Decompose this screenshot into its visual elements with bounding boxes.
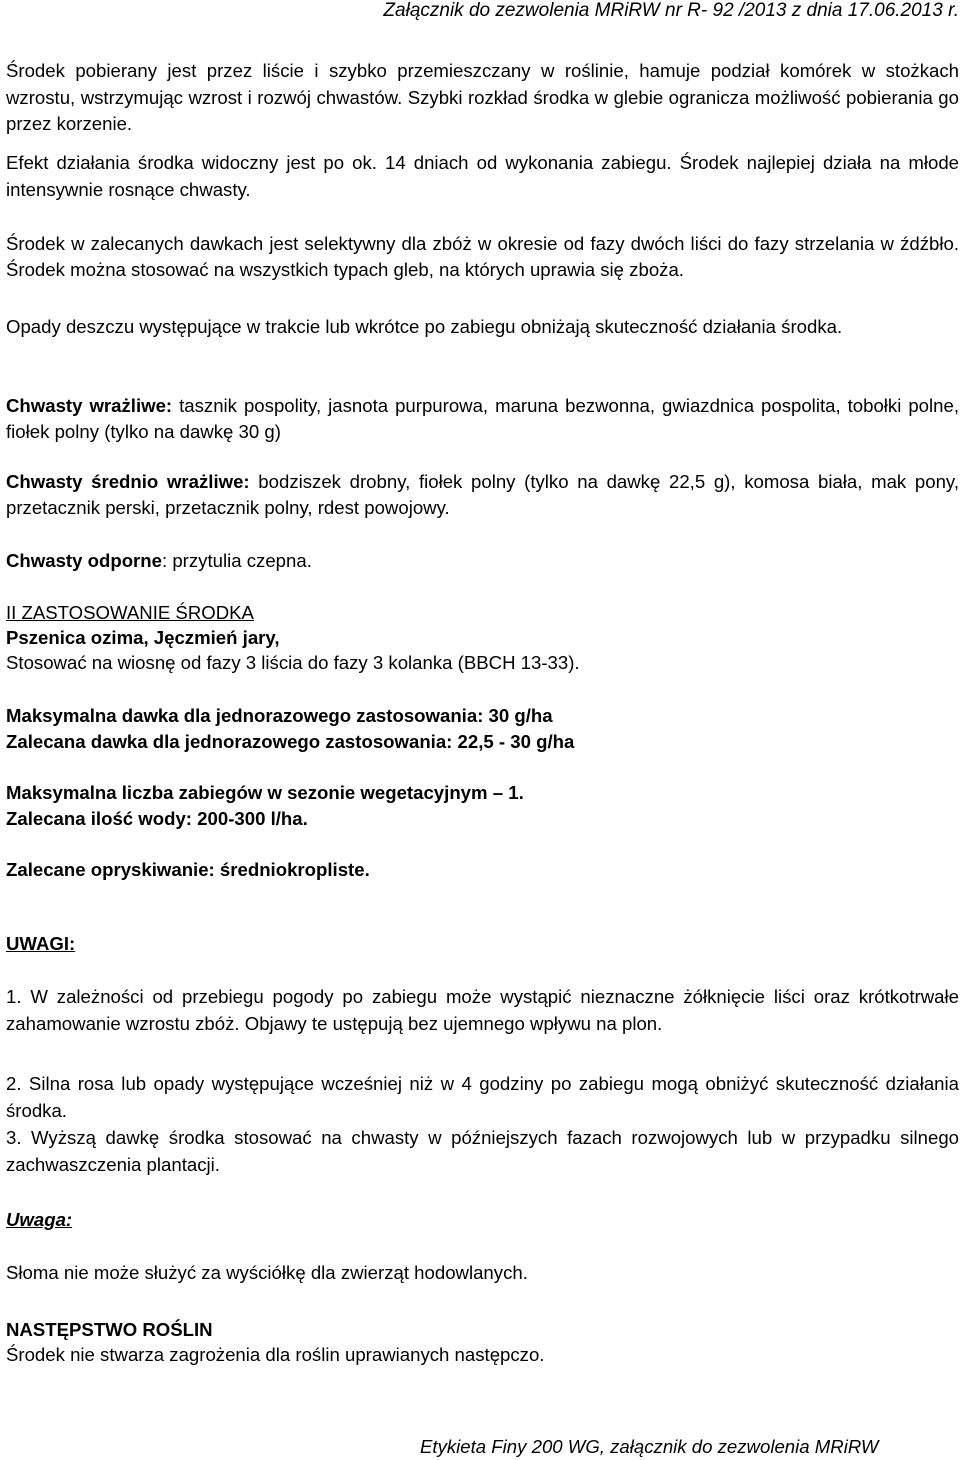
max-dose: Maksymalna dawka dla jednorazowego zastosowania: 30 g/ha bbox=[6, 705, 553, 726]
application-heading-text: II ZASTOSOWANIE ŚRODKA bbox=[6, 602, 254, 623]
max-treatments: Maksymalna liczba zabiegów w sezonie wegetacyjnym – 1. bbox=[6, 782, 524, 803]
weeds-sensitive-label: Chwasty wrażliwe: bbox=[6, 395, 173, 416]
water-amount: Zalecana ilość wody: 200-300 l/ha. bbox=[6, 808, 308, 829]
application-crops: Pszenica ozima, Jęczmień jary, bbox=[6, 627, 280, 648]
note-item-2: 2. Silna rosa lub opady występujące wcześniej niż w 4 godziny po zabiegu mogą obniżyć skuteczność działania środka. bbox=[6, 1073, 959, 1121]
weeds-medium bbox=[6, 469, 959, 520]
notes-heading-text: UWAGI: bbox=[6, 933, 76, 954]
caution-text: Słoma nie może służyć za wyściółkę dla zwierząt hodowlanych. bbox=[6, 1262, 528, 1283]
application-heading bbox=[6, 600, 959, 625]
page-header: Załącznik do zezwolenia MRiRW nr R- 92 /2013 z dnia 17.06.2013 r. bbox=[383, 0, 959, 21]
paragraph-uptake: Środek pobierany jest przez liście i szybko przemieszczany w roślinie, hamuje podział komórek w stożkach wzrostu, wstrzymując wzrost i rozwój chwastów. Szybki rozkład środka w glebie ogranicza możliwość pobierania go przez korzenie. bbox=[6, 60, 959, 134]
document-page bbox=[6, 0, 959, 1460]
caution-heading-text: Uwaga: bbox=[6, 1209, 73, 1230]
spraying-type: Zalecane opryskiwanie: średniokropliste. bbox=[6, 859, 370, 880]
weeds-medium-label: Chwasty średnio wrażliwe: bbox=[6, 471, 250, 492]
caution-heading bbox=[6, 1207, 959, 1234]
page-footer: Etykieta Finy 200 WG, załącznik do zezwolenia MRiRW bbox=[420, 1436, 879, 1457]
note-item-1: 1. W zależności od przebiegu pogody po zabiegu może wystąpić nieznaczne żółknięcie liści oraz krótkotrwałe zahamowanie wzrostu zbóż. Objawy te ustępują bez ujemnego wpływu na plon. bbox=[6, 986, 959, 1034]
notes-heading bbox=[6, 931, 959, 958]
weeds-resistant-text: : przytulia czepna. bbox=[162, 550, 312, 571]
succession-text: Środek nie stwarza zagrożenia dla roślin uprawianych następczo. bbox=[6, 1344, 545, 1365]
paragraph-rainfall: Opady deszczu występujące w trakcie lub wkrótce po zabiegu obniżają skuteczność działania środka. bbox=[6, 316, 843, 337]
paragraph-effect: Efekt działania środka widoczny jest po ok. 14 dniach od wykonania zabiegu. Środek najlepiej działa na młode intensywnie rosnące chwasty. bbox=[6, 152, 959, 200]
paragraph-selectivity: Środek w zalecanych dawkach jest selektywny dla zbóż w okresie od fazy dwóch liści do fazy strzelania w źdźbło. Środek można stosować na wszystkich typach gleb, na których uprawia się zboża. bbox=[6, 233, 959, 280]
weeds-resistant bbox=[6, 548, 959, 575]
weeds-resistant-label: Chwasty odporne bbox=[6, 550, 162, 571]
succession-heading: NASTĘPSTWO ROŚLIN bbox=[6, 1319, 213, 1340]
weeds-medium-text: bodziszek drobny, fiołek polny (tylko na dawkę 22,5 g), komosa biała, mak pony, przetacznik perski, przetacznik polny, rdest powojowy. bbox=[6, 471, 959, 518]
note-item-3: 3. Wyższą dawkę środka stosować na chwasty w późniejszych fazach rozwojowych lub w przypadku silnego zachwaszczenia plantacji. bbox=[6, 1127, 959, 1175]
weeds-sensitive bbox=[6, 393, 959, 444]
weeds-sensitive-text: tasznik pospolity, jasnota purpurowa, maruna bezwonna, gwiazdnica pospolita, tobołki polne, fiołek polny (tylko na dawkę 30 g) bbox=[6, 395, 960, 442]
application-timing: Stosować na wiosnę od fazy 3 liścia do fazy 3 kolanka (BBCH 13-33). bbox=[6, 652, 580, 673]
recommended-dose: Zalecana dawka dla jednorazowego zastosowania: 22,5 - 30 g/ha bbox=[6, 731, 575, 752]
